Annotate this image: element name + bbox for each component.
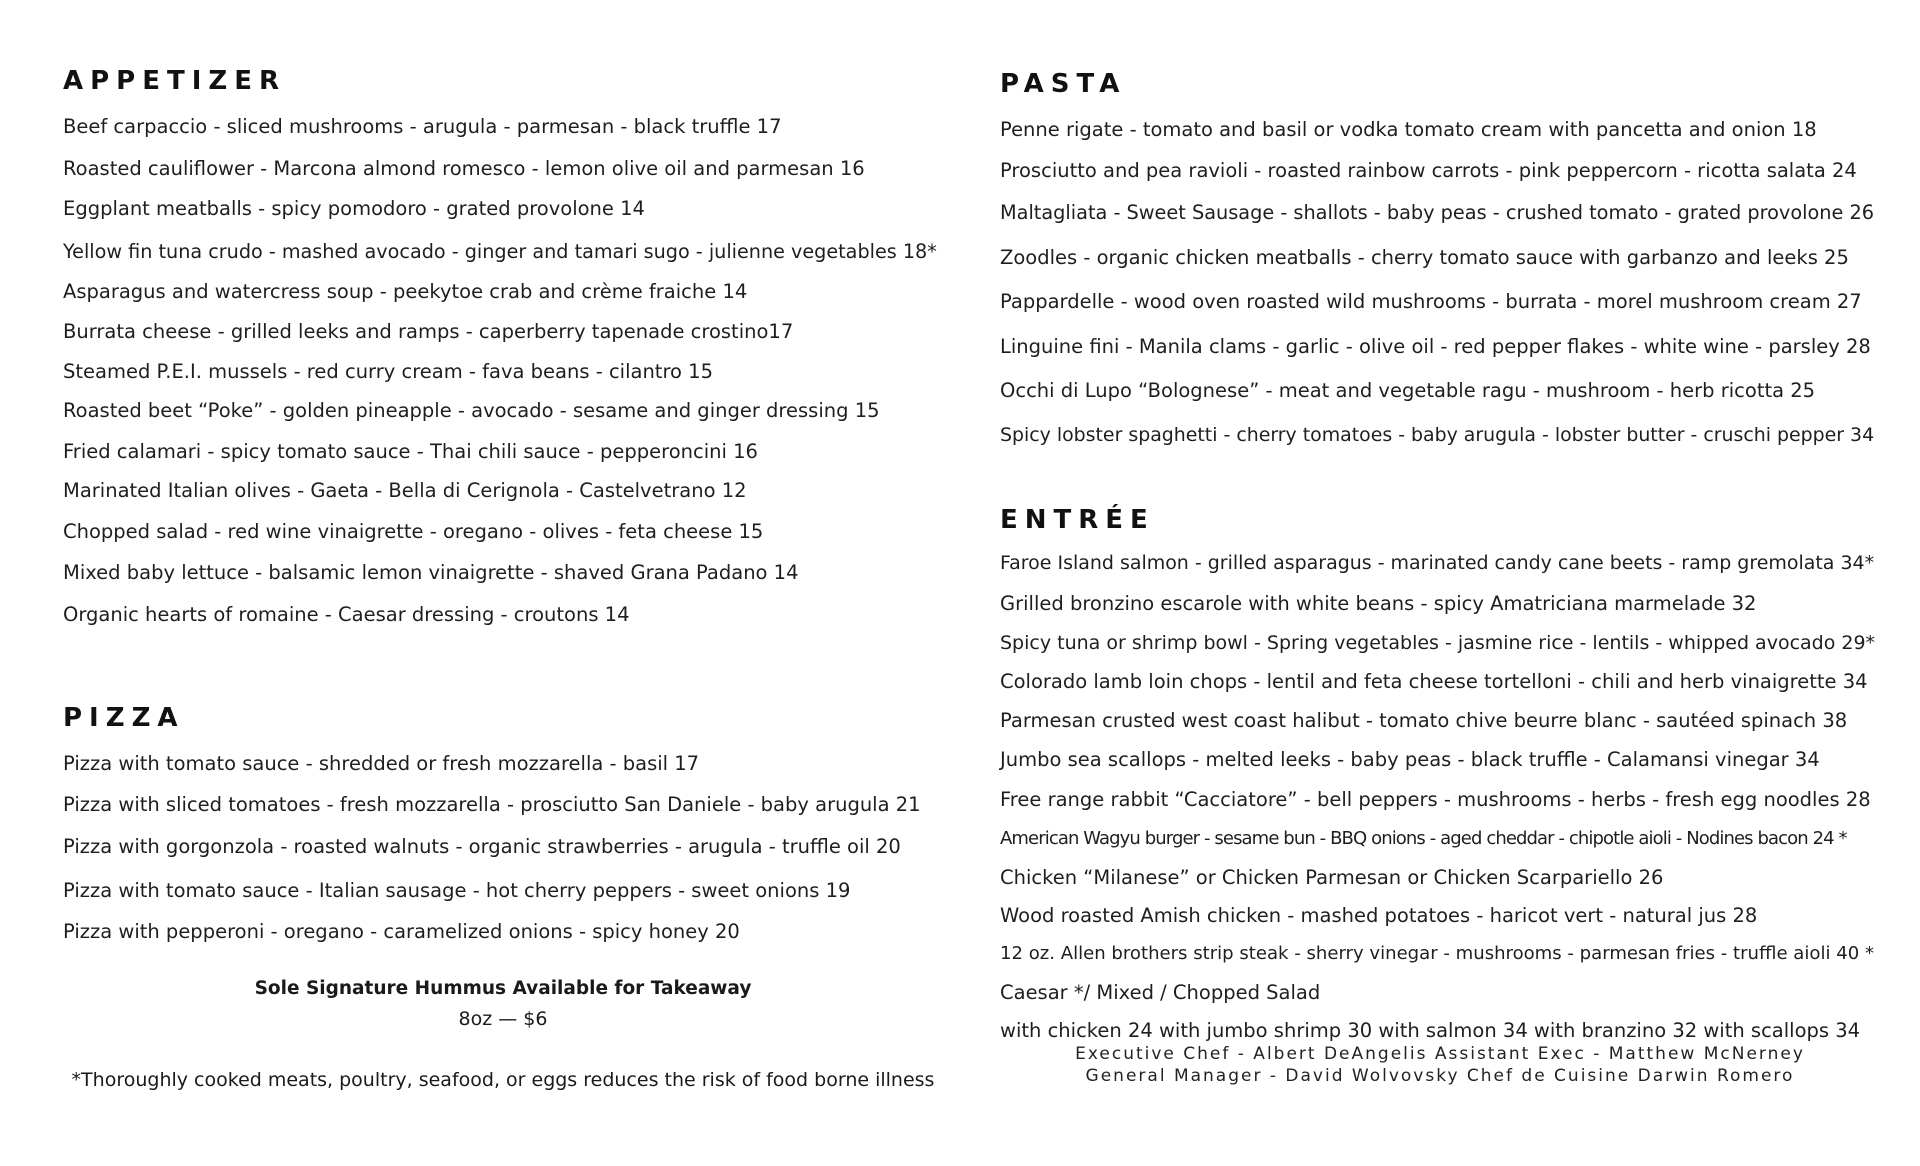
appetizer-item: Yellow fin tuna crudo - mashed avocado - ginger and tamari sugo - julienne vegetables 18* bbox=[63, 240, 937, 263]
staff-credits-line-2: General Manager - David Wolvovsky Chef de Cuisine Darwin Romero bbox=[1085, 1066, 1795, 1086]
entree-item: Caesar */ Mixed / Chopped Salad bbox=[1000, 981, 1321, 1004]
entree-item: Parmesan crusted west coast halibut - tomato chive beurre blanc - sautéed spinach 38 bbox=[1000, 709, 1848, 732]
entree-item: Faroe Island salmon - grilled asparagus - marinated candy cane beets - ramp gremolata 34* bbox=[1000, 552, 1875, 574]
pizza-heading: PIZZA bbox=[63, 703, 185, 733]
appetizer-item: Asparagus and watercress soup - peekytoe crab and crème fraiche 14 bbox=[63, 280, 748, 303]
pizza-item: Pizza with gorgonzola - roasted walnuts - organic strawberries - arugula - truffle oil 20 bbox=[63, 835, 901, 858]
hummus-price: 8oz — $6 bbox=[458, 1008, 548, 1030]
pasta-item: Spicy lobster spaghetti - cherry tomatoes - baby arugula - lobster butter - cruschi pepper 34 bbox=[1000, 424, 1875, 446]
appetizer-item: Fried calamari - spicy tomato sauce - Thai chili sauce - pepperoncini 16 bbox=[63, 440, 758, 463]
appetizer-item: Steamed P.E.I. mussels - red curry cream - fava beans - cilantro 15 bbox=[63, 360, 713, 383]
pasta-item: Maltagliata - Sweet Sausage - shallots - baby peas - crushed tomato - grated provolone 26 bbox=[1000, 201, 1875, 224]
entree-item: Grilled bronzino escarole with white beans - spicy Amatriciana marmelade 32 bbox=[1000, 592, 1757, 615]
appetizer-item: Roasted cauliflower - Marcona almond romesco - lemon olive oil and parmesan 16 bbox=[63, 157, 865, 180]
pasta-item: Occhi di Lupo “Bolognese” - meat and vegetable ragu - mushroom - herb ricotta 25 bbox=[1000, 379, 1816, 402]
appetizer-item: Beef carpaccio - sliced mushrooms - arugula - parmesan - black truffle 17 bbox=[63, 115, 782, 138]
food-safety-disclaimer: *Thoroughly cooked meats, poultry, seafood, or eggs reduces the risk of food borne illness bbox=[71, 1069, 935, 1091]
pasta-item: Prosciutto and pea ravioli - roasted rainbow carrots - pink peppercorn - ricotta salata 24 bbox=[1000, 159, 1857, 182]
appetizer-item: Roasted beet “Poke” - golden pineapple - avocado - sesame and ginger dressing 15 bbox=[63, 399, 880, 422]
pizza-item: Pizza with pepperoni - oregano - caramelized onions - spicy honey 20 bbox=[63, 920, 740, 943]
entree-item: Wood roasted Amish chicken - mashed potatoes - haricot vert - natural jus 28 bbox=[1000, 904, 1758, 927]
entree-item: Free range rabbit “Cacciatore” - bell peppers - mushrooms - herbs - fresh egg noodles 28 bbox=[1000, 788, 1871, 811]
appetizer-item: Mixed baby lettuce - balsamic lemon vinaigrette - shaved Grana Padano 14 bbox=[63, 561, 799, 584]
pasta-item: Zoodles - organic chicken meatballs - cherry tomato sauce with garbanzo and leeks 25 bbox=[1000, 246, 1849, 269]
staff-credits-line-1: Executive Chef - Albert DeAngelis Assistant Exec - Matthew McNerney bbox=[1075, 1044, 1805, 1064]
pizza-item: Pizza with sliced tomatoes - fresh mozzarella - prosciutto San Daniele - baby arugula 21 bbox=[63, 793, 921, 816]
appetizer-item: Marinated Italian olives - Gaeta - Bella di Cerignola - Castelvetrano 12 bbox=[63, 479, 747, 502]
entree-item: Colorado lamb loin chops - lentil and feta cheese tortelloni - chili and herb vinaigrette 34 bbox=[1000, 670, 1868, 693]
appetizer-item: Burrata cheese - grilled leeks and ramps - caperberry tapenade crostino17 bbox=[63, 320, 794, 343]
pasta-item: Penne rigate - tomato and basil or vodka tomato cream with pancetta and onion 18 bbox=[1000, 118, 1817, 141]
pasta-heading: PASTA bbox=[1000, 69, 1127, 99]
appetizer-heading: APPETIZER bbox=[63, 66, 287, 96]
entree-item: Jumbo sea scallops - melted leeks - baby peas - black truffle - Calamansi vinegar 34 bbox=[1000, 748, 1820, 771]
pizza-item: Pizza with tomato sauce - Italian sausage - hot cherry peppers - sweet onions 19 bbox=[63, 879, 851, 902]
pasta-item: Linguine fini - Manila clams - garlic - olive oil - red pepper flakes - white wine - parsley 28 bbox=[1000, 335, 1871, 358]
entree-item: Chicken “Milanese” or Chicken Parmesan or Chicken Scarpariello 26 bbox=[1000, 866, 1664, 889]
appetizer-item: Eggplant meatballs - spicy pomodoro - grated provolone 14 bbox=[63, 197, 645, 220]
entree-item: 12 oz. Allen brothers strip steak - sherry vinegar - mushrooms - parmesan fries - truffle aioli 40 * bbox=[1000, 943, 1874, 964]
pasta-item: Pappardelle - wood oven roasted wild mushrooms - burrata - morel mushroom cream 27 bbox=[1000, 290, 1862, 313]
salad-addons: with chicken 24 with jumbo shrimp 30 with salmon 34 with branzino 32 with scallops 34 bbox=[1000, 1019, 1861, 1042]
entree-item: American Wagyu burger - sesame bun - BBQ onions - aged cheddar - chipotle aioli - Nodines bacon 24 * bbox=[1000, 828, 1847, 849]
hummus-title: Sole Signature Hummus Available for Takeaway bbox=[254, 978, 752, 999]
pizza-item: Pizza with tomato sauce - shredded or fresh mozzarella - basil 17 bbox=[63, 752, 700, 775]
appetizer-item: Organic hearts of romaine - Caesar dressing - croutons 14 bbox=[63, 603, 630, 626]
appetizer-item: Chopped salad - red wine vinaigrette - oregano - olives - feta cheese 15 bbox=[63, 520, 764, 543]
entree-heading: ENTRÉE bbox=[1000, 505, 1155, 535]
entree-item: Spicy tuna or shrimp bowl - Spring vegetables - jasmine rice - lentils - whipped avocado 29* bbox=[1000, 632, 1876, 654]
